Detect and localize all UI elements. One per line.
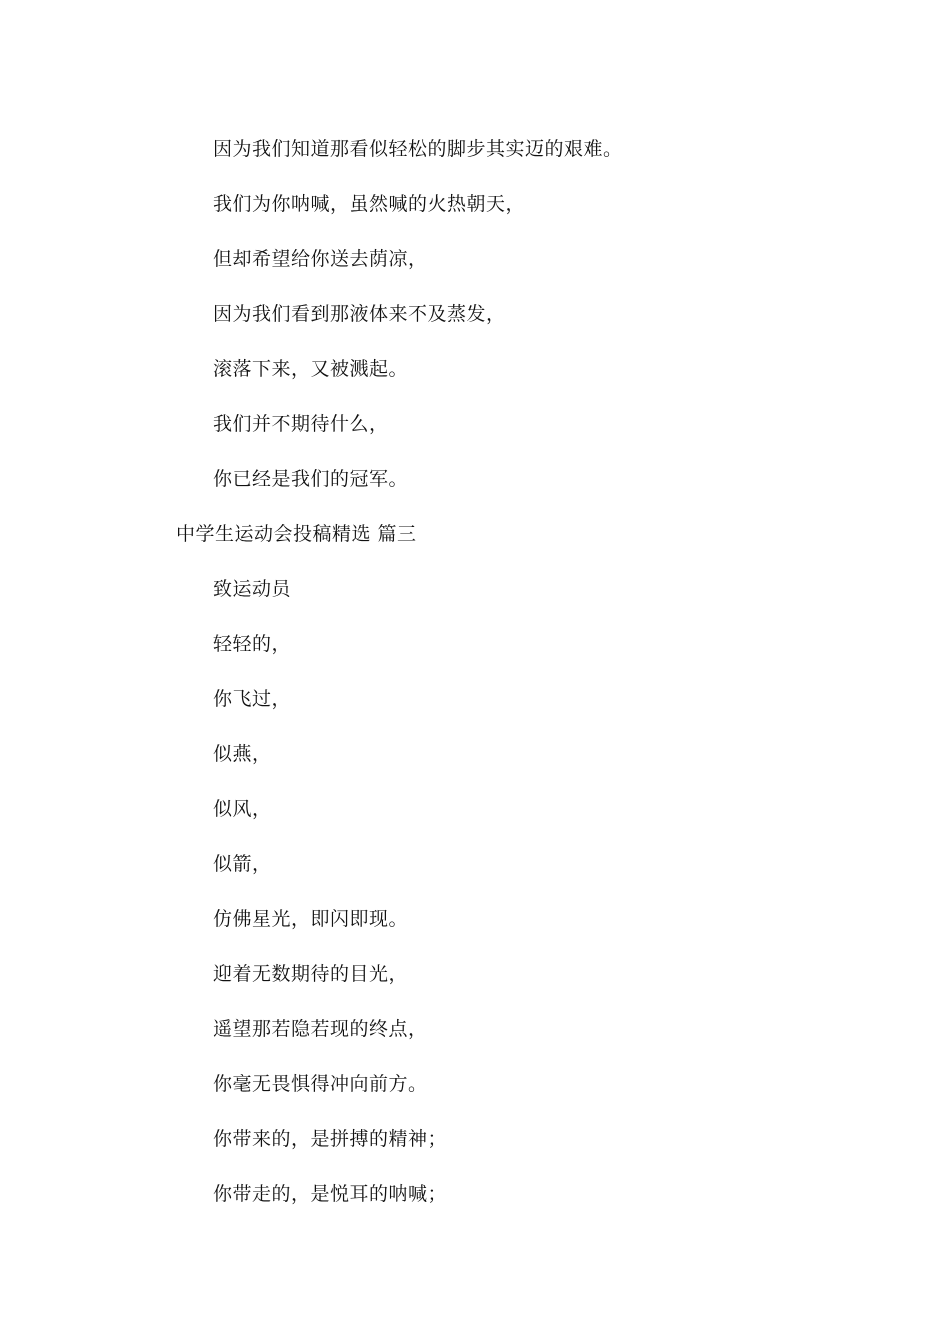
poem-line: 轻轻的， [213, 633, 292, 655]
poem-line: 似风， [213, 798, 272, 820]
poem-line: 但却希望给你送去荫凉， [213, 248, 428, 270]
poem-line: 你毫无畏惧得冲向前方。 [213, 1073, 428, 1095]
poem-line: 我们为你呐喊，虽然喊的火热朝天， [213, 193, 526, 215]
poem-line: 因为我们知道那看似轻松的脚步其实迈的艰难。 [213, 138, 623, 160]
poem-line: 你带走的，是悦耳的呐喊； [213, 1183, 448, 1205]
poem-line: 似箭， [213, 853, 272, 875]
poem-line: 你带来的，是拼搏的精神； [213, 1128, 448, 1150]
poem-line: 因为我们看到那液体来不及蒸发， [213, 303, 506, 325]
poem-line: 滚落下来，又被溅起。 [213, 358, 409, 380]
poem-line: 遥望那若隐若现的终点， [213, 1018, 428, 1040]
poem-line: 你已经是我们的冠军。 [213, 468, 409, 490]
poem-line: 仿佛星光，即闪即现。 [213, 908, 409, 930]
poem-line: 似燕， [213, 743, 272, 765]
poem-line: 我们并不期待什么， [213, 413, 389, 435]
poem-title: 致运动员 [213, 578, 292, 600]
poem-line: 你飞过， [213, 688, 292, 710]
section-heading: 中学生运动会投稿精选 篇三 [176, 523, 417, 545]
poem-line: 迎着无数期待的目光， [213, 963, 409, 985]
